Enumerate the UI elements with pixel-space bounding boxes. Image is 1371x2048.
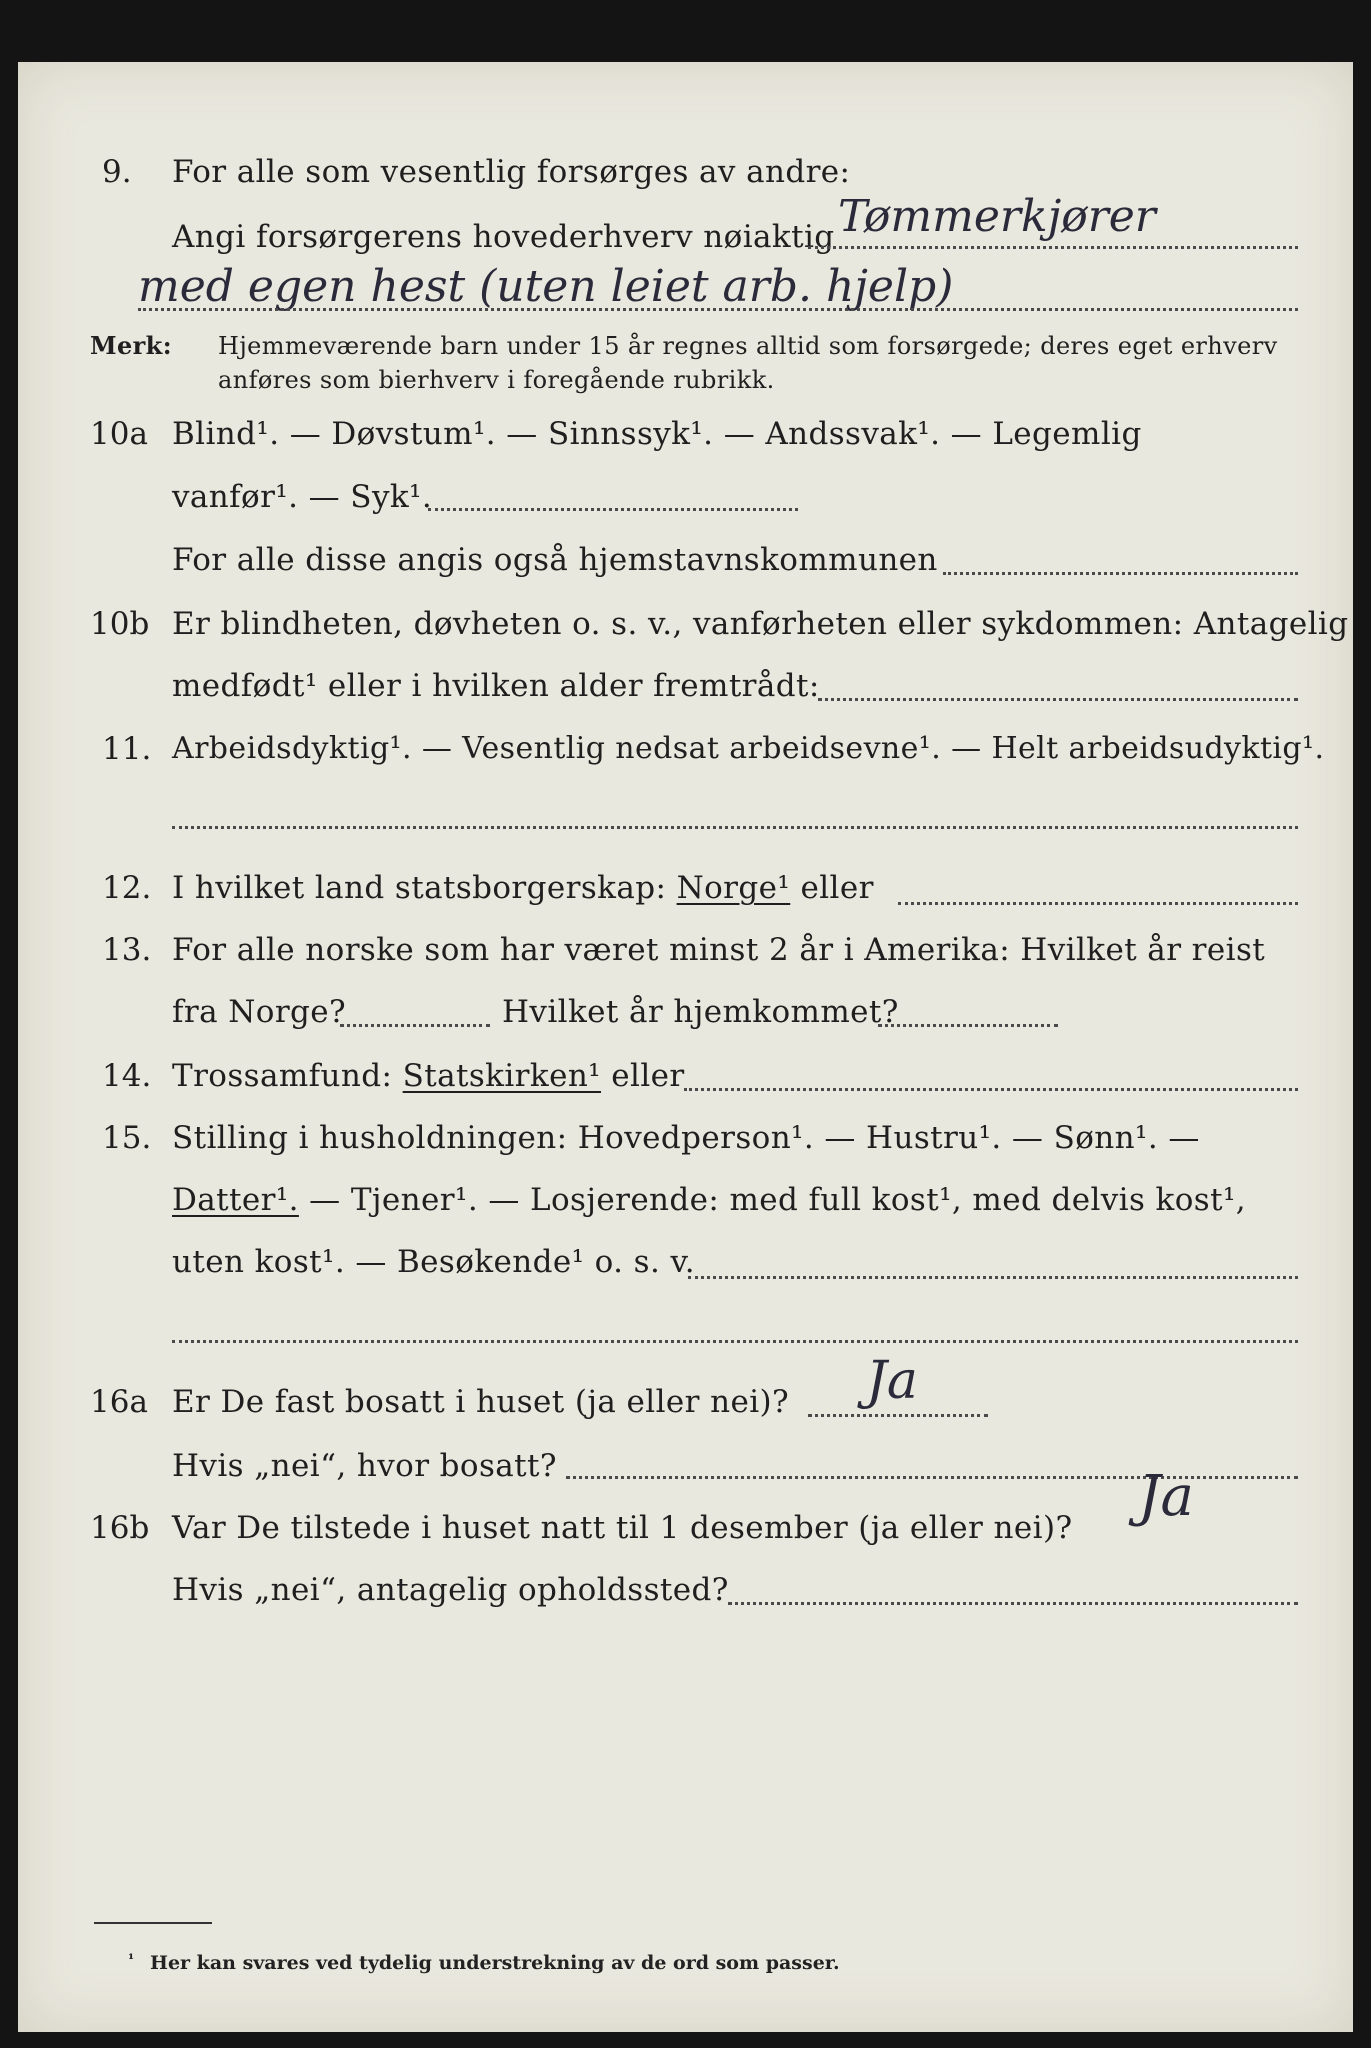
q15-line2: — Tjener¹. — Losjerende: med full kost¹, med delvis kost¹, — [309, 1182, 1247, 1218]
q12-text — [172, 868, 874, 908]
footnote-rule — [94, 1922, 212, 1924]
q10a-number: 10a — [90, 416, 148, 452]
q16b-handwritten-answer: Ja — [1138, 1464, 1194, 1529]
q14-suffix: eller — [611, 1058, 685, 1094]
q14-answer-line — [684, 1088, 1298, 1091]
footnote-marker: ¹ — [128, 1952, 135, 1968]
q10a-line1: Blind¹. — Døvstum¹. — Sinnssyk¹. — Andssvak¹. — Legemlig — [172, 416, 1142, 452]
q14-underlined-statskirken: Statskirken¹ — [402, 1058, 602, 1094]
q13-reist-line — [340, 1024, 490, 1027]
q10a-line2: vanfør¹. — Syk¹. — [172, 479, 433, 515]
q15-answer-line-2 — [172, 1340, 1298, 1343]
q10a-line3: For alle disse angis også hjemstavnskommunen — [172, 542, 938, 578]
census-form-page — [18, 62, 1353, 2032]
q12-number: 12. — [102, 870, 152, 906]
q16b-line1: Var De tilstede i huset natt til 1 desember (ja eller nei)? — [172, 1510, 1073, 1546]
q15-answer-line — [688, 1276, 1298, 1279]
q9-handwritten-occupation: Tømmerkjører — [838, 191, 1156, 242]
q16a-line1: Er De fast bosatt i huset (ja eller nei)? — [172, 1384, 790, 1420]
q10b-line1: Er blindheten, døvheten o. s. v., vanførheten eller sykdommen: Antagelig — [172, 606, 1349, 642]
q11-line1: Arbeidsdyktig¹. — Vesentlig nedsat arbeidsevne¹. — Helt arbeidsudyktig¹. — [172, 731, 1325, 766]
q12-suffix: eller — [800, 870, 874, 906]
q9-answer-line-2 — [138, 308, 1298, 311]
q12-underlined-norge: Norge¹ — [676, 870, 791, 906]
q16b-number: 16b — [90, 1510, 150, 1546]
footnote-text: Her kan svares ved tydelig understrekning av de ord som passer. — [150, 1952, 840, 1974]
q13-hjemkommet-line — [878, 1024, 1058, 1027]
q10a-kommune-line — [943, 572, 1298, 575]
q12-prefix: I hvilket land statsborgerskap: — [172, 870, 667, 906]
q16a-handwritten-answer: Ja — [866, 1351, 918, 1411]
q11-answer-line — [172, 826, 1298, 829]
merk-line1: Hjemmeværende barn under 15 år regnes alltid som forsørgede; deres eget erhverv — [218, 332, 1278, 360]
q9-number: 9. — [102, 154, 132, 190]
q11-number: 11. — [102, 731, 152, 767]
q14-text — [172, 1056, 685, 1096]
q9-line2: Angi forsørgerens hovederhverv nøiaktig — [172, 219, 835, 255]
q10b-number: 10b — [90, 606, 150, 642]
q16a-answer-line — [808, 1414, 988, 1417]
q9-answer-line — [808, 246, 1298, 249]
q16b-line2: Hvis „nei“, antagelig opholdssted? — [172, 1572, 729, 1608]
q13-number: 13. — [102, 932, 152, 968]
q12-answer-line — [898, 902, 1298, 905]
q10a-answer-line — [428, 508, 798, 511]
q15-line1: Stilling i husholdningen: Hovedperson¹. — Hustru¹. — Sønn¹. — — [172, 1120, 1200, 1156]
q14-prefix: Trossamfund: — [172, 1058, 393, 1094]
q15-number: 15. — [102, 1120, 152, 1156]
q10b-line2: medfødt¹ eller i hvilken alder fremtrådt: — [172, 668, 820, 704]
q15-underlined-datter: Datter¹. — [172, 1182, 299, 1218]
q16a-line2: Hvis „nei“, hvor bosatt? — [172, 1448, 557, 1484]
q9-line1: For alle som vesentlig forsørges av andre: — [172, 154, 851, 190]
q16b-opholdssted-line — [728, 1602, 1298, 1605]
merk-label: Merk: — [90, 331, 172, 360]
q10b-answer-line — [818, 698, 1298, 701]
q14-number: 14. — [102, 1058, 152, 1094]
merk-line2: anføres som bierhverv i foregående rubrikk. — [218, 366, 775, 394]
q16a-number: 16a — [90, 1384, 148, 1420]
q13-line1: For alle norske som har været minst 2 år i Amerika: Hvilket år reist — [172, 932, 1266, 968]
q13-line2a: fra Norge? — [172, 994, 347, 1030]
q15-line3: uten kost¹. — Besøkende¹ o. s. v. — [172, 1244, 695, 1280]
q13-line2b: Hvilket år hjemkommet? — [502, 994, 899, 1030]
q9-handwritten-detail: med egen hest (uten leiet arb. hjelp) — [138, 261, 954, 312]
q15-line2-wrap — [172, 1180, 1246, 1220]
